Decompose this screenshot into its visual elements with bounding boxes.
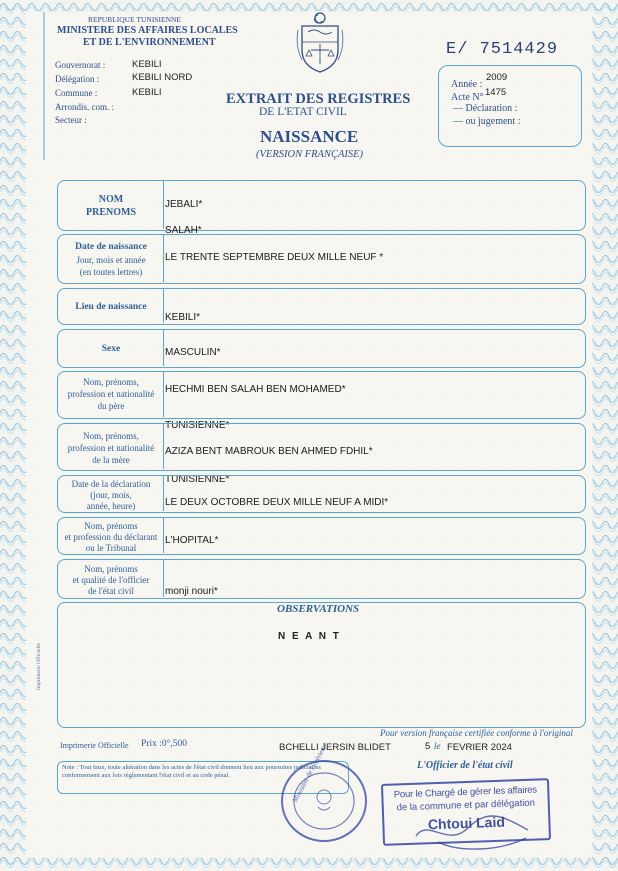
- label-mere-2: profession et nationalité: [67, 443, 155, 453]
- annee-label: Année :: [451, 79, 483, 90]
- republic-label: REPUBLIQUE TUNISIENNE: [88, 15, 181, 24]
- label-sexe: Sexe: [101, 344, 121, 354]
- label-declaration-2: (jour, mois,: [90, 490, 132, 500]
- jugement-label: — ou jugement :: [453, 116, 521, 127]
- value-lieu-naissance: KEBILI*: [165, 312, 201, 323]
- value-officier: monji nouri*: [165, 586, 218, 597]
- value-pere-nationalite: TUNISIENNE*: [165, 420, 230, 431]
- observations-value: N E A N T: [278, 631, 341, 642]
- label-jour-mois: Jour, mois et année: [76, 255, 146, 265]
- value-date-naissance: LE TRENTE SEPTEMBRE DEUX MILLE NEUF *: [165, 252, 384, 263]
- imprimerie-text: Imprimerie Officielle: [60, 741, 129, 750]
- label-declarant-1: Nom, prénoms: [84, 521, 138, 531]
- value-nom: JEBALI*: [165, 199, 203, 210]
- label-nom: NOM: [98, 194, 124, 205]
- certified-text: Pour version française certifiée conforme à l'original: [380, 728, 573, 738]
- stamp-line1: Pour le Chargé de gérer les affaires: [393, 784, 538, 801]
- delegation-label: Délégation :: [55, 74, 100, 84]
- round-seal-icon: [278, 757, 370, 845]
- title-version: (VERSION FRANÇAISE): [256, 149, 364, 160]
- label-declarant-3: ou le Tribunal: [85, 543, 137, 553]
- note-text: Note : Tout faux, toute altération dans les actes de l'état civil donnent lieu aux poursuites judiciaires conformement aux lois réglementant l'état civil et au code pénal.: [62, 764, 321, 780]
- secteur-label: Secteur :: [55, 115, 87, 125]
- acte-value: 1475: [485, 87, 507, 98]
- round-seal-text: Ministère de l'intérieur: [291, 743, 329, 804]
- arrondissement-label: Arrondis. com. :: [55, 102, 114, 112]
- value-declarant: L'HOPITAL*: [165, 535, 219, 546]
- label-officier-1: Nom, prénoms: [84, 564, 138, 574]
- value-mere-nationalite: TUNISIENNE*: [165, 474, 230, 485]
- label-officier-3: de l'état civil: [87, 586, 135, 596]
- gouvernorat-value: KEBILI: [132, 59, 162, 70]
- label-declarant-2: et profession du déclarant: [64, 532, 158, 542]
- label-en-lettres: (en toutes lettres): [79, 267, 143, 277]
- title-line1: EXTRAIT DES REGISTRES: [226, 91, 411, 107]
- label-pere-2: profession et nationalité: [67, 389, 155, 399]
- coat-of-arms-icon: [294, 10, 346, 74]
- label-declaration-1: Date de la déclaration: [71, 479, 151, 489]
- value-prenoms: SALAH*: [165, 225, 202, 236]
- label-mere-3: de la mère: [92, 455, 130, 465]
- date-text: FEVRIER 2024: [447, 742, 512, 753]
- title-naissance: NAISSANCE: [260, 127, 359, 146]
- date-day: 5: [425, 741, 431, 752]
- label-officier-2: et qualité de l'officier: [72, 575, 150, 585]
- date-le: le: [434, 741, 441, 751]
- value-pere: HECHMI BEN SALAH BEN MOHAMED*: [165, 384, 346, 395]
- value-date-declaration: LE DEUX OCTOBRE DEUX MILLE NEUF A MIDI*: [165, 497, 389, 508]
- label-pere-3: du père: [97, 401, 125, 411]
- officer-title: L'Officier de l'état civil: [417, 760, 513, 771]
- commune-value: KEBILI: [132, 87, 162, 98]
- ministry-line2: ET DE L'ENVIRONNEMENT: [83, 37, 216, 48]
- acte-label: Acte N°: [451, 92, 484, 103]
- prix-text: Prix :0°,500: [141, 739, 188, 749]
- label-date-naissance: Date de naissance: [75, 242, 147, 252]
- label-prenoms: PRENOMS: [86, 207, 136, 218]
- commune-label: Commune :: [55, 88, 98, 98]
- officer-signature: [408, 808, 538, 858]
- label-lieu-naissance: Lieu de naissance: [75, 302, 147, 312]
- side-printer-text: Imprimerie Officielle: [36, 642, 42, 690]
- label-declaration-3: année, heure): [86, 501, 136, 511]
- value-mere: AZIZA BENT MABROUK BEN AHMED FDHIL*: [165, 446, 373, 457]
- stamp-line2: de la commune et par délégation: [396, 797, 536, 814]
- delegation-value: KEBILI NORD: [132, 72, 193, 83]
- value-sexe: MASCULIN*: [165, 347, 221, 358]
- stamp-name: Chtoui Laid: [427, 813, 506, 833]
- gouvernorat-label: Gouvernorat :: [55, 60, 106, 70]
- observations-box: [57, 602, 586, 728]
- label-pere-1: Nom, prénoms,: [83, 377, 139, 387]
- serial-number: E/ 7514429: [446, 40, 559, 59]
- ministry-line1: MINISTERE DES AFFAIRES LOCALES: [57, 25, 238, 36]
- title-line2: DE L'ETAT CIVIL: [259, 106, 347, 118]
- label-mere-1: Nom, prénoms,: [83, 431, 139, 441]
- observations-title: OBSERVATIONS: [277, 603, 360, 615]
- declaration-label: — Déclaration :: [453, 103, 518, 114]
- row-nom-prenoms: [57, 180, 586, 231]
- annee-value: 2009: [486, 72, 508, 83]
- place-text: BCHELLI JERSIN BLIDET: [279, 742, 391, 753]
